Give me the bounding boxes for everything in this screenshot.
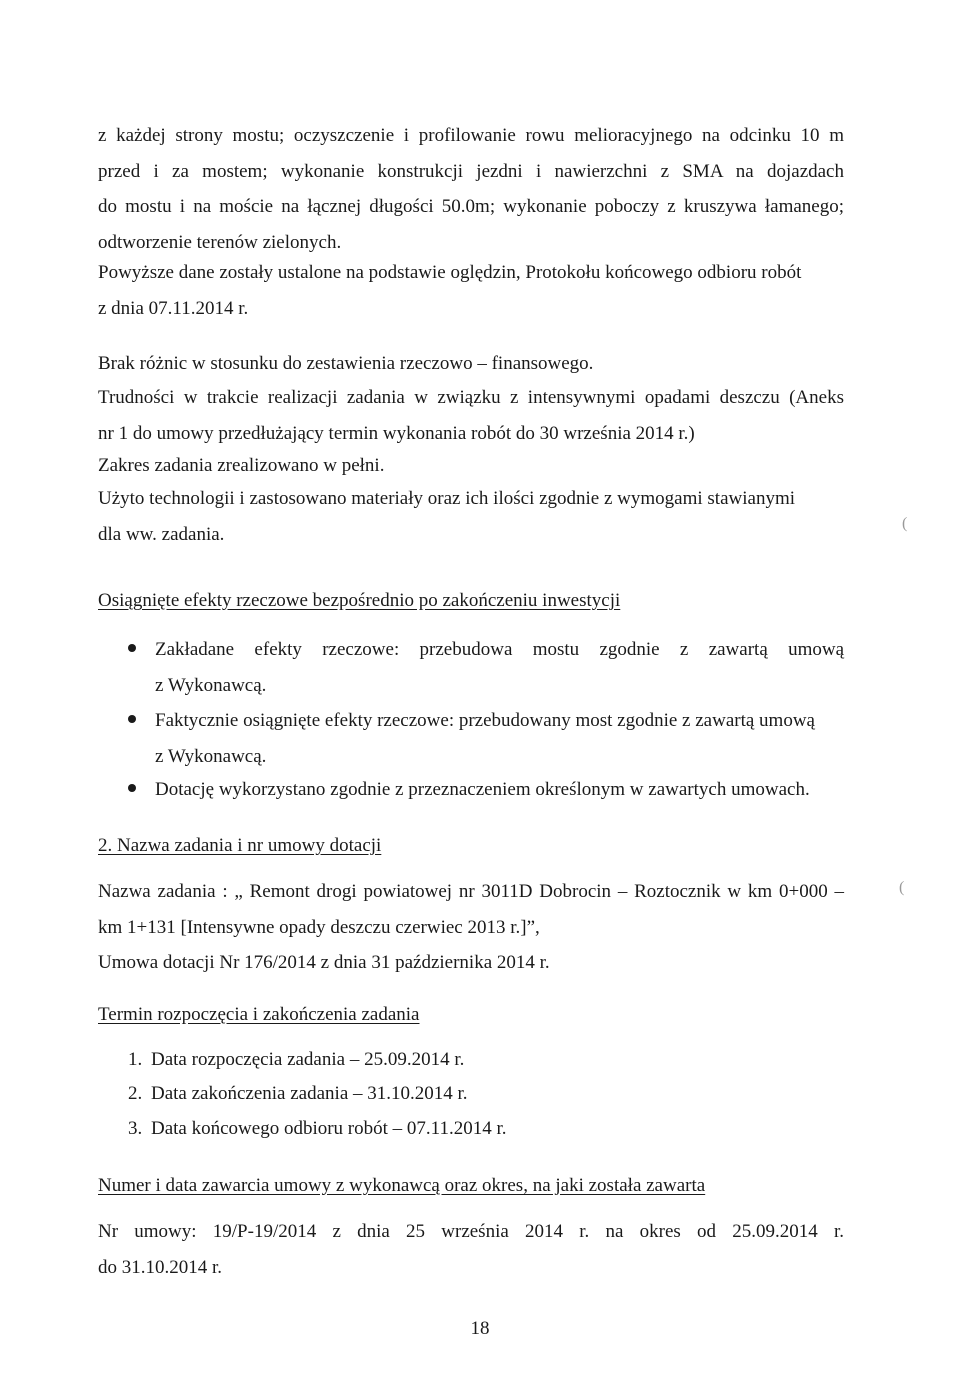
bullet-icon xyxy=(128,644,136,652)
numbered-item xyxy=(128,1043,464,1077)
section-heading-contract: Numer i data zawarcia umowy z wykonawcą oraz okres, na jaki została zawarta xyxy=(98,1175,706,1196)
item-text: Data końcowego odbioru robót – 07.11.2014 r. xyxy=(151,1118,507,1139)
text-line: z Wykonawcą. xyxy=(155,674,267,696)
text-line: do 31.10.2014 r. xyxy=(98,1256,223,1278)
paragraph-data-source xyxy=(98,255,844,326)
text-line: do mostu i na moście na łącznej długości 50.0m; wykonanie poboczy z kruszywa łamanego; xyxy=(98,196,844,217)
item-text: Data zakończenia zadania – 31.10.2014 r. xyxy=(151,1083,468,1104)
text-line: Użyto technologii i zastosowano materiały oraz ich ilości zgodnie z wymogami stawianymi xyxy=(98,488,796,509)
paragraph-contract-number xyxy=(98,1214,844,1285)
numbered-item xyxy=(128,1077,468,1111)
section-heading-dates: Termin rozpoczęcia i zakończenia zadania xyxy=(98,1004,420,1025)
no-differences-statement: Brak różnic w stosunku do zestawienia rzeczowo – finansowego. xyxy=(98,353,594,374)
paragraph-technology xyxy=(98,481,844,552)
section-heading-task-name: 2. Nazwa zadania i nr umowy dotacji xyxy=(98,835,382,856)
page-number: 18 xyxy=(470,1318,490,1339)
text-line: Trudności w trakcie realizacji zadania w związku z intensywnymi opadami deszczu (Aneks xyxy=(98,387,844,408)
margin-mark: ( xyxy=(902,515,908,532)
text-line: Faktycznie osiągnięte efekty rzeczowe: przebudowany most zgodnie z zawartą umową xyxy=(155,710,815,731)
numbered-item xyxy=(128,1112,507,1146)
text-line: dla ww. zadania. xyxy=(98,523,225,545)
paragraph-difficulties xyxy=(98,380,844,451)
text-line: z dnia 07.11.2014 r. xyxy=(98,297,249,319)
text-line: nr 1 do umowy przedłużający termin wykonania robót do 30 września 2014 r.) xyxy=(98,422,695,444)
item-text: Data rozpoczęcia zadania – 25.09.2014 r. xyxy=(151,1049,465,1070)
text-line: km 1+131 [Intensywne opady deszczu czerwiec 2013 r.]”, xyxy=(98,916,540,938)
text-line: z Wykonawcą. xyxy=(155,745,267,767)
paragraph-project-scope xyxy=(98,118,844,260)
section-heading-effects: Osiągnięte efekty rzeczowe bezpośrednio po zakończeniu inwestycji xyxy=(98,590,621,611)
text-line: Nr umowy: 19/P-19/2014 z dnia 25 września 2014 r. na okres od 25.09.2014 r. xyxy=(98,1221,844,1242)
paragraph-task-name xyxy=(98,874,844,981)
text-line: Zakładane efekty rzeczowe: przebudowa mostu zgodnie z zawartą umową xyxy=(155,639,844,660)
text-line: odtworzenie terenów zielonych. xyxy=(98,231,342,253)
item-number: 1. xyxy=(128,1049,143,1070)
scope-completed-statement: Zakres zadania zrealizowano w pełni. xyxy=(98,455,385,476)
text-line: Umowa dotacji Nr 176/2014 z dnia 31 października 2014 r. xyxy=(98,952,550,973)
text-line: Nazwa zadania : „ Remont drogi powiatowej nr 3011D Dobrocin – Roztocznik w km 0+000 – xyxy=(98,881,844,902)
margin-mark: ( xyxy=(899,879,905,896)
text-line: przed i za mostem; wykonanie konstrukcji jezdni i nawierzchni z SMA na dojazdach xyxy=(98,160,844,182)
item-number: 2. xyxy=(128,1083,143,1104)
item-number: 3. xyxy=(128,1118,143,1139)
bullet-icon xyxy=(128,715,136,723)
text-line: z każdej strony mostu; oczyszczenie i profilowanie rowu melioracyjnego na odcinku 10 m xyxy=(98,125,844,146)
text-line: Dotację wykorzystano zgodnie z przeznaczeniem określonym w zawartych umowach. xyxy=(155,779,810,800)
text-line: Powyższe dane zostały ustalone na podstawie oględzin, Protokołu końcowego odbioru robót xyxy=(98,262,802,283)
bullet-icon xyxy=(128,784,136,792)
